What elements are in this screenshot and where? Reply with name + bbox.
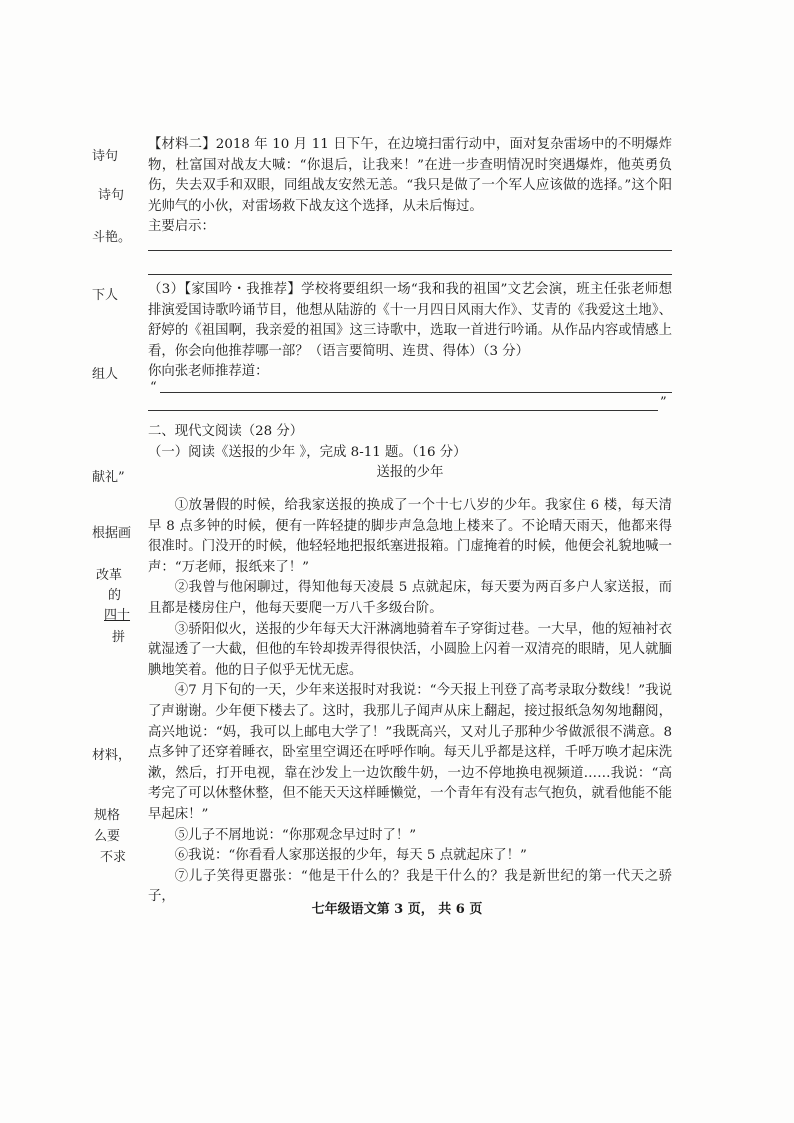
close-quote: ”	[660, 395, 667, 410]
margin-note: 诗句	[98, 188, 125, 203]
page-footer: 七年级语文第 3 页， 共 6 页	[311, 902, 483, 917]
margin-note: 的	[108, 588, 122, 603]
margin-note: 规格	[94, 808, 121, 823]
margin-note: 四十	[104, 608, 131, 623]
answer-line[interactable]	[148, 274, 672, 275]
passage-paragraph: ③骄阳似火，送报的少年每天大汗淋漓地骑着车子穿街过巷。一大早，他的短袖衬衣就湿透了一大截，但他的车铃却拨弄得很快活，小圆脸上闪着一双清亮的眼睛，见人就腼腆地笑着。他的日子似乎无忧无虑。	[148, 621, 672, 678]
question-3-text: （3）【家国吟・我推荐】学校将要组织一场“我和我的祖国”文艺会演，班主任张老师想排演爱国诗歌吟诵节目，他想从陆游的《十一月四日风雨大作》、艾青的《我爱这土地》、舒婷的《祖国啊，我亲爱的祖国》这三诗歌中，选取一首进行吟诵。从作品内容或情感上看，你会向他推荐哪一部？（语言要简明、连贯、得体）（3 分）	[148, 282, 672, 359]
margin-note: 改革	[96, 568, 123, 583]
insight-prompt: 主要启示：	[148, 219, 215, 235]
answer-line[interactable]	[160, 392, 672, 393]
recommend-prompt: 你向张老师推荐道：	[148, 364, 269, 380]
passage-paragraph: ⑦儿子笑得更嚣张：“他是干什么的？我是干什么的？我是新世纪的第一代天之骄子，	[148, 868, 672, 905]
margin-note: 斗艳。	[92, 230, 132, 245]
open-quote: “	[150, 380, 157, 395]
margin-note: 下人	[92, 288, 119, 303]
passage-body	[148, 496, 672, 908]
sub-heading: （一）阅读《送报的少年 》，完成 8-11 题。（16 分）	[148, 444, 467, 460]
passage-title: 送报的少年	[376, 465, 444, 481]
margin-note: 根据画	[92, 526, 132, 541]
margin-note: 材料，	[92, 748, 132, 763]
answer-line[interactable]	[148, 250, 672, 251]
material-2-text: 【材料二】2018 年 10 月 11 日下午，在边境扫雷行动中，面对复杂雷场中的不明爆炸物，杜富国对战友大喊：“你退后，让我来！”在进一步查明情况时突遇爆炸，他英勇负伤，失去双手和双眼，同组战友安然无恙。“我只是做了一个军人应该做的选择。”这个阳光帅气的小伙，对雷场救下战友这个选择，从未后悔过。	[148, 137, 672, 214]
margin-note: 献礼”	[92, 470, 125, 485]
margin-note: 不求	[100, 850, 127, 865]
passage-paragraph: ②我曾与他闲聊过，得知他每天凌晨 5 点就起床，每天要为两百多户人家送报，而且都是楼房住户，他每天要爬一万八千多级台阶。	[148, 580, 672, 616]
material-2-block	[148, 135, 672, 238]
answer-line[interactable]	[148, 410, 658, 411]
question-3-block	[148, 280, 672, 383]
passage-paragraph: ⑥我说：“你看看人家那送报的少年，每天 5 点就起床了！”	[174, 848, 527, 864]
passage-paragraph: ⑤儿子不屑地说：“你那观念早过时了！”	[174, 827, 417, 843]
passage-paragraph: ④7 月下旬的一天，少年来送报时对我说：“今天报上刊登了高考录取分数线！”我说了声谢谢。少年便下楼去了。这时，我那儿子闻声从床上翻起，接过报纸急匆匆地翻阅，高兴地说：“妈，我可以上邮电大学了！”我既高兴，又对儿子那种少爷做派很不满意。8 点多钟了还穿着睡衣，卧室里空调还在呼呼作响。每天儿乎都是这样，千呼万唤才起床洗漱，然后，打开电视，靠在沙发上一边饮酸牛奶，一边不停地换电视频道……我说：“高考完了可以休整休整，但不能天天这样睡懒觉，一个青年有没有志气抱负，就看他能不能早起床！”	[148, 683, 672, 822]
margin-note: 么要	[94, 829, 121, 844]
margin-note: 拼	[112, 630, 126, 645]
section-2-heading-block	[148, 422, 672, 484]
margin-note: 组人	[92, 367, 119, 382]
margin-note: 诗句	[92, 149, 119, 164]
passage-paragraph: ①放暑假的时候，给我家送报的换成了一个十七八岁的少年。我家住 6 楼，每天清早 8 点多钟的时候，便有一阵轻捷的脚步声急急地上楼来了。不论晴天雨天，他都来得很准时。门没开的时候，他轻轻地把报纸塞进报箱。门虚掩着的时候，他便会礼貌地喊一声：“万老师，报纸来了！”	[148, 498, 672, 575]
section-heading: 二、现代文阅读（28 分）	[148, 424, 304, 439]
